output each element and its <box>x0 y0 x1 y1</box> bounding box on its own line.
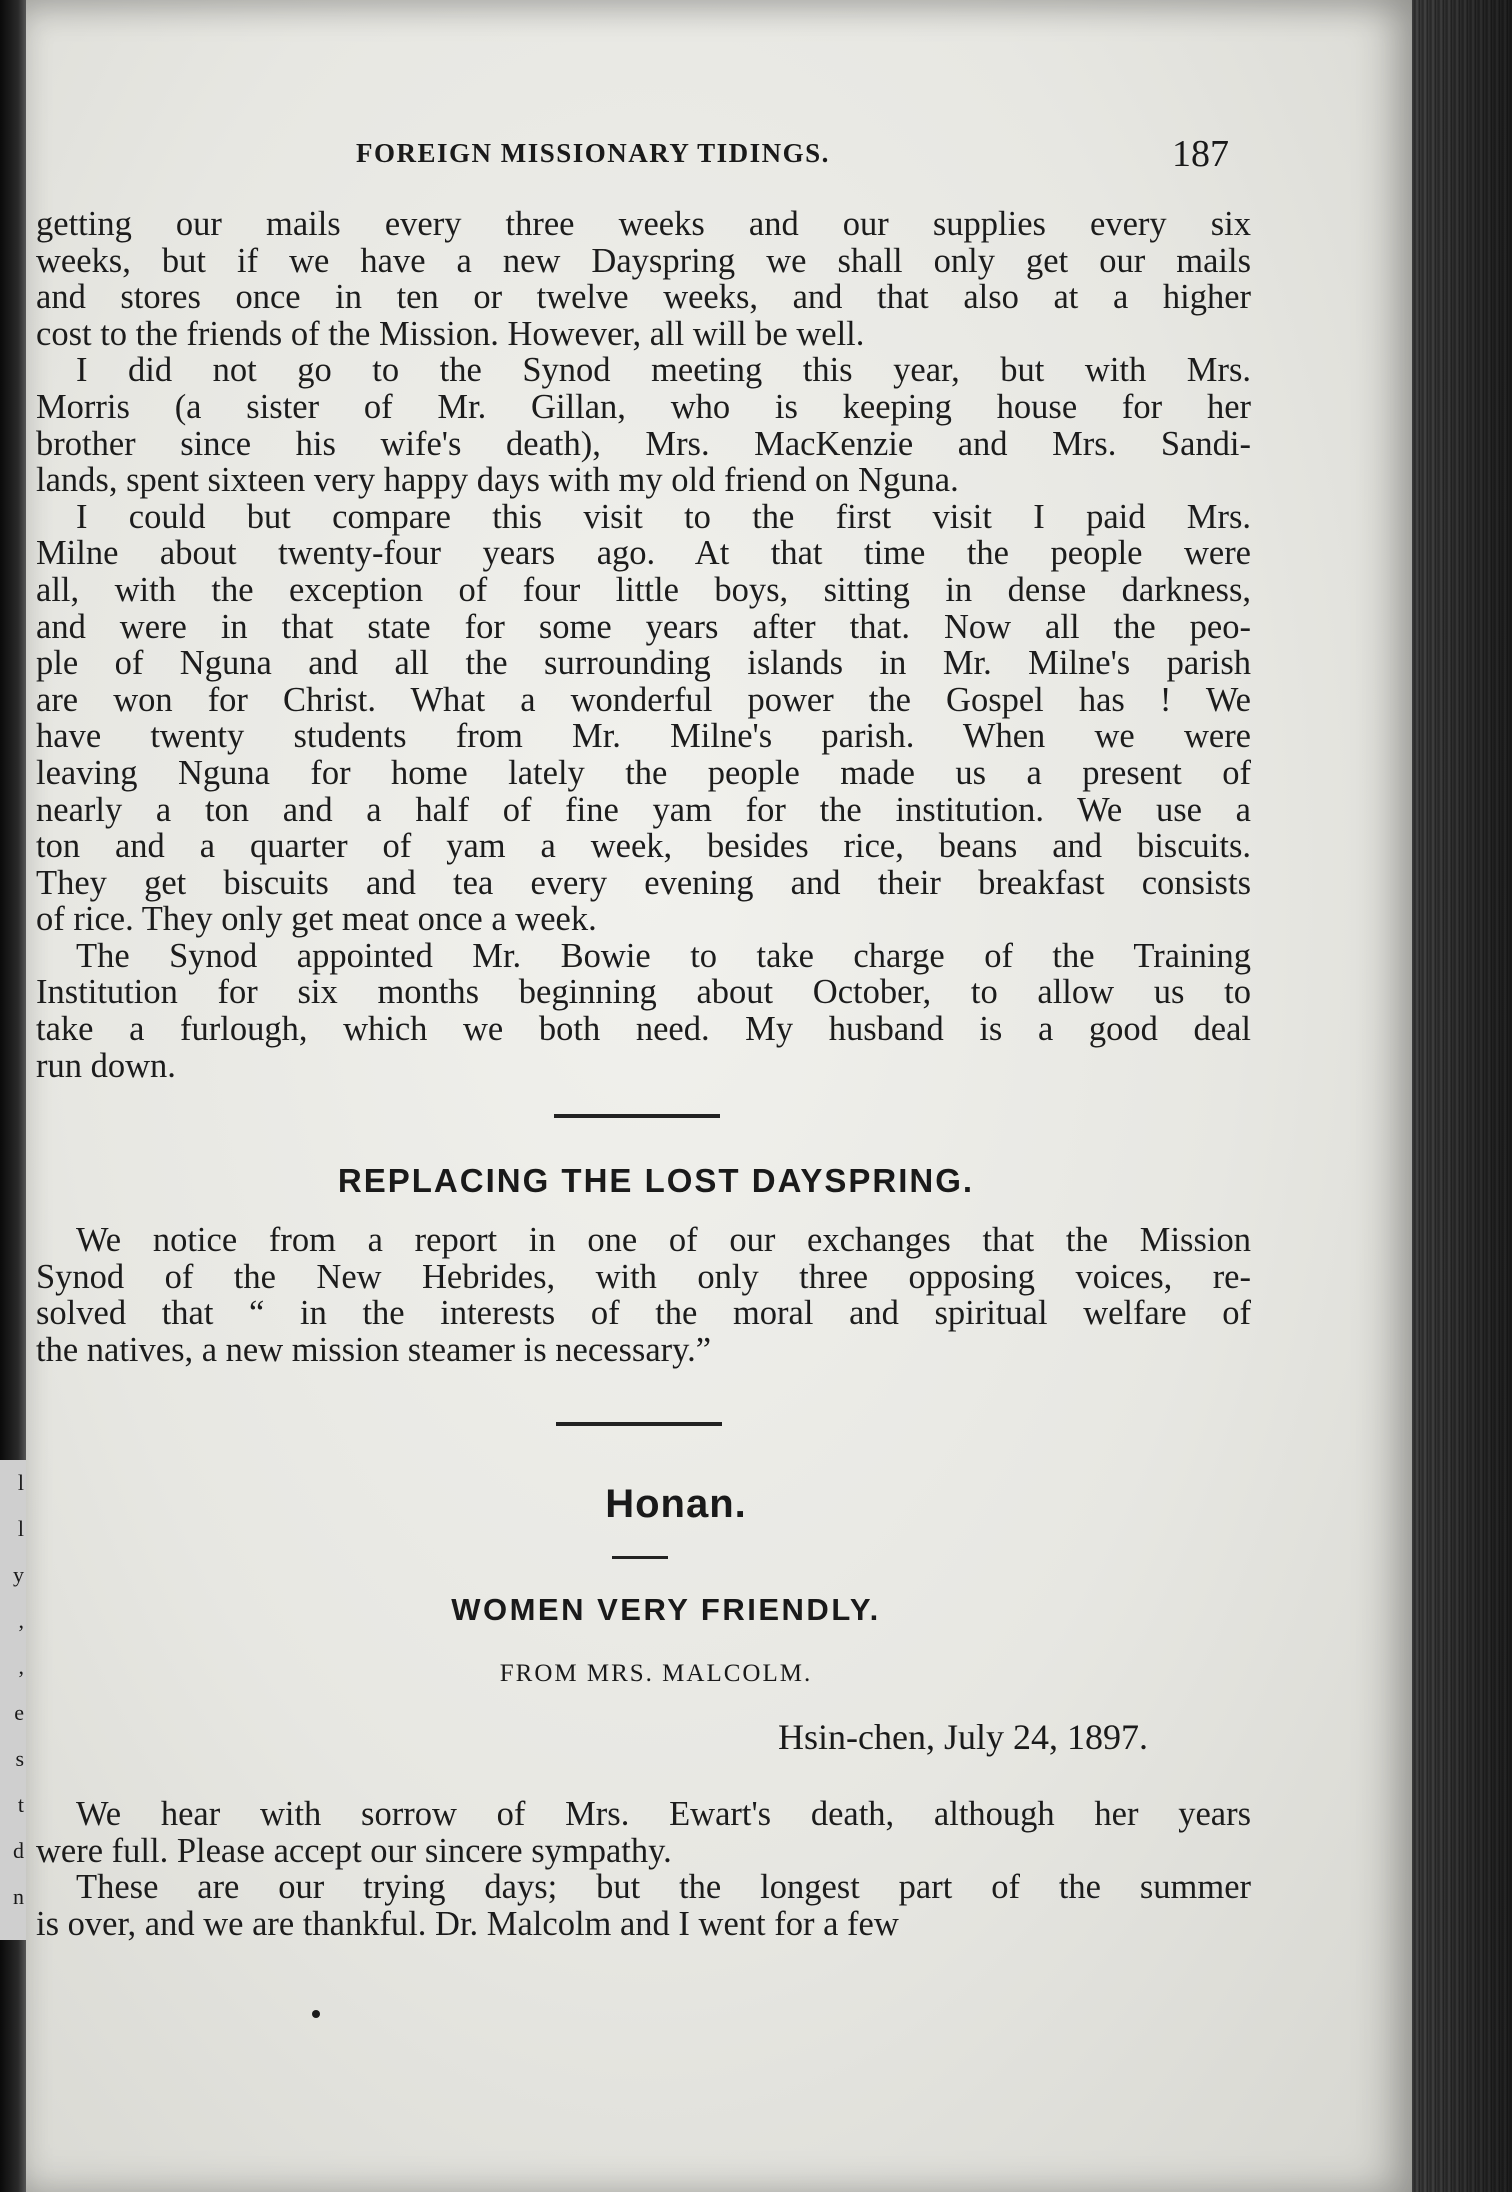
short-divider-rule <box>612 1556 668 1559</box>
text-line: and were in that state for some years after that. Now all the peo- <box>36 607 1251 646</box>
dateline: Hsin-chen, July 24, 1897. <box>778 1717 1148 1757</box>
text-line: take a furlough, which we both need. My husband is a good deal <box>36 1010 1251 1049</box>
text-line: They get biscuits and tea every evening and their breakfast consists <box>36 863 1251 902</box>
fragment-letter: d <box>13 1838 24 1863</box>
book-page <box>26 0 1412 2192</box>
text-line: lands, spent sixteen very happy days with my old friend on Nguna. <box>36 461 959 500</box>
text-line: the natives, a new mission steamer is necessary.” <box>36 1330 712 1369</box>
text-line: weeks, but if we have a new Dayspring we shall only get our mails <box>36 241 1251 280</box>
text-line: Institution for six months beginning about October, to allow us to <box>36 973 1251 1012</box>
text-line: leaving Nguna for home lately the people made us a present of <box>36 753 1251 792</box>
page-number: 187 <box>1172 133 1229 175</box>
text-line: nearly a ton and a half of fine yam for the institution. We use a <box>36 790 1251 829</box>
text-line: all, with the exception of four little boys, sitting in dense darkness, <box>36 570 1251 609</box>
section-divider-rule <box>556 1422 722 1426</box>
letter-paragraph <box>36 1796 1251 1942</box>
text-line: getting our mails every three weeks and our supplies every six <box>36 205 1251 243</box>
text-line: We notice from a report in one of our exchanges that the Mission <box>76 1221 1251 1259</box>
text-line: The Synod appointed Mr. Bowie to take charge of the Training <box>76 936 1251 975</box>
text-line: run down. <box>36 1046 176 1085</box>
section-heading-honan: Honan. <box>605 1482 747 1526</box>
fragment-letter: , <box>18 1608 24 1633</box>
text-line: I did not go to the Synod meeting this year, but with Mrs. <box>76 351 1251 390</box>
section-divider-rule <box>554 1114 720 1118</box>
text-line: Milne about twenty-four years ago. At that time the people were <box>36 534 1251 573</box>
text-line: Morris (a sister of Mr. Gillan, who is keeping house for her <box>36 387 1251 426</box>
fragment-letter: , <box>18 1654 24 1679</box>
text-line: Synod of the New Hebrides, with only three opposing voices, re- <box>36 1257 1251 1296</box>
replacing-paragraph <box>36 1222 1251 1368</box>
fragment-letter: l <box>17 1516 24 1541</box>
fragment-letter: e <box>14 1700 24 1725</box>
text-line: ple of Nguna and all the surrounding islands in Mr. Milne's parish <box>36 644 1251 683</box>
text-line: of rice. They only get meat once a week. <box>36 900 597 939</box>
text-line: solved that “ in the interests of the moral and spiritual welfare of <box>36 1294 1251 1333</box>
article-heading-women-very-friendly: WOMEN VERY FRIENDLY. <box>451 1592 881 1627</box>
text-line: and stores once in ten or twelve weeks, and that also at a higher <box>36 278 1251 317</box>
text-line: is over, and we are thankful. Dr. Malcolm and I went for a few <box>36 1904 899 1943</box>
book-page-edges <box>1412 0 1512 2192</box>
adjacent-page-fragment <box>0 1460 26 1940</box>
text-line: brother since his wife's death), Mrs. MacKenzie and Mrs. Sandi- <box>36 424 1251 463</box>
running-head: FOREIGN MISSIONARY TIDINGS. <box>356 138 830 168</box>
text-line: ton and a quarter of yam a week, besides rice, beans and biscuits. <box>36 827 1251 866</box>
text-line: cost to the friends of the Mission. However, all will be well. <box>36 314 865 353</box>
fragment-letter: s <box>15 1746 24 1771</box>
text-line: were full. Please accept our sincere sympathy. <box>36 1831 672 1870</box>
text-line: We hear with sorrow of Mrs. Ewart's death, although her years <box>76 1795 1251 1833</box>
fragment-letter: n <box>13 1884 24 1909</box>
ink-speck <box>312 2010 320 2018</box>
article-continuation <box>36 206 1251 1084</box>
page-header <box>26 132 1412 175</box>
fragment-letter: l <box>17 1470 24 1495</box>
fragment-letter: y <box>13 1562 24 1587</box>
fragment-letter: t <box>17 1792 24 1817</box>
section-heading-replacing: REPLACING THE LOST DAYSPRING. <box>337 1162 975 1199</box>
text-line: are won for Christ. What a wonderful power the Gospel has ! We <box>36 680 1251 719</box>
text-line: I could but compare this visit to the first visit I paid Mrs. <box>76 497 1251 536</box>
text-line: have twenty students from Mr. Milne's parish. When we were <box>36 717 1251 756</box>
byline: FROM MRS. MALCOLM. <box>499 1660 813 1687</box>
text-line: These are our trying days; but the longest part of the summer <box>76 1868 1251 1907</box>
